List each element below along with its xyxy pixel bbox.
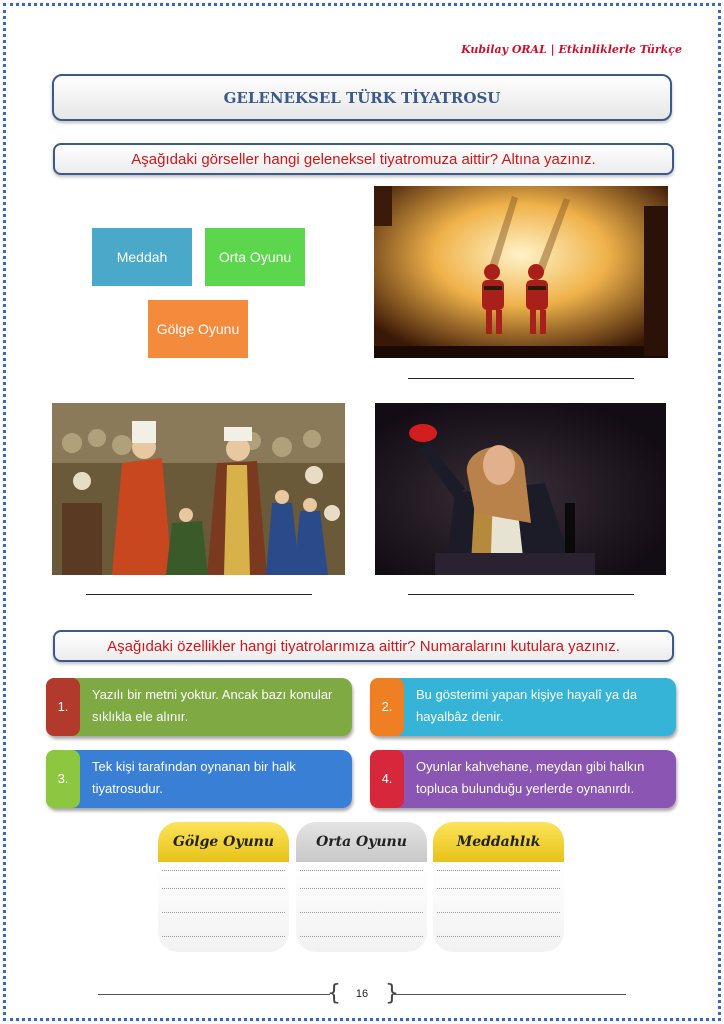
- column-meddahlik-body[interactable]: [433, 862, 564, 952]
- feature-card-4-number: 4.: [370, 750, 404, 808]
- orta-oyunu-painting: [52, 403, 345, 575]
- column-meddahlik-header: Meddahlık: [433, 822, 564, 862]
- feature-card-3-text: Tek kişi tarafından oynanan bir halk tiyatrosudur.: [92, 759, 296, 796]
- column-orta-oyunu: [296, 822, 427, 952]
- feature-card-1: [46, 678, 352, 736]
- feature-card-3: [46, 750, 352, 808]
- page-title: GELENEKSEL TÜRK TİYATROSU: [223, 88, 501, 107]
- feature-card-3-number: 3.: [46, 750, 80, 808]
- feature-card-4: [370, 750, 676, 808]
- feature-card-1-number: 1.: [46, 678, 80, 736]
- instruction-1: [53, 143, 674, 175]
- feature-card-2-number: 2.: [370, 678, 404, 736]
- title-box: [52, 74, 672, 121]
- instruction-2: [53, 630, 674, 662]
- meddah-photo: [375, 403, 666, 575]
- footer-bracket-right: }: [385, 981, 399, 1006]
- footer-line-left: [98, 994, 330, 995]
- instruction-2-text: Aşağıdaki özellikler hangi tiyatrolarımıza aittir? Numaralarını kutulara yazınız.: [107, 637, 620, 655]
- option-orta-oyunu: Orta Oyunu: [205, 228, 305, 286]
- feature-card-2-text: Bu gösterimi yapan kişiye hayalî ya da hayalbâz denir.: [416, 687, 638, 724]
- feature-card-4-text: Oyunlar kahvehane, meydan gibi halkın topluca bulunduğu yerlerde oynanırdı.: [416, 759, 645, 796]
- footer-line-right: [394, 994, 626, 995]
- instruction-1-text: Aşağıdaki görseller hangi geleneksel tiyatromuza aittir? Altına yazınız.: [131, 150, 596, 168]
- answer-line-3[interactable]: [408, 594, 634, 595]
- column-orta-oyunu-header: Orta Oyunu: [296, 822, 427, 862]
- feature-card-2: [370, 678, 676, 736]
- answer-line-1[interactable]: [408, 378, 634, 379]
- footer-bracket-left: {: [327, 981, 341, 1006]
- column-golge-oyunu: [158, 822, 289, 952]
- answer-line-2[interactable]: [86, 594, 312, 595]
- option-meddah: Meddah: [92, 228, 192, 286]
- feature-card-1-text: Yazılı bir metni yoktur. Ancak bazı konular sıklıkla ele alınır.: [92, 687, 333, 724]
- author-credit: Kubilay ORAL | Etkinliklerle Türkçe: [461, 43, 682, 56]
- page-number: 16: [355, 988, 369, 1000]
- option-golge-oyunu: Gölge Oyunu: [148, 300, 248, 358]
- column-golge-oyunu-header: Gölge Oyunu: [158, 822, 289, 862]
- shadow-puppet-photo: [374, 186, 668, 358]
- column-golge-oyunu-body[interactable]: [158, 862, 289, 952]
- column-orta-oyunu-body[interactable]: [296, 862, 427, 952]
- column-meddahlik: [433, 822, 564, 952]
